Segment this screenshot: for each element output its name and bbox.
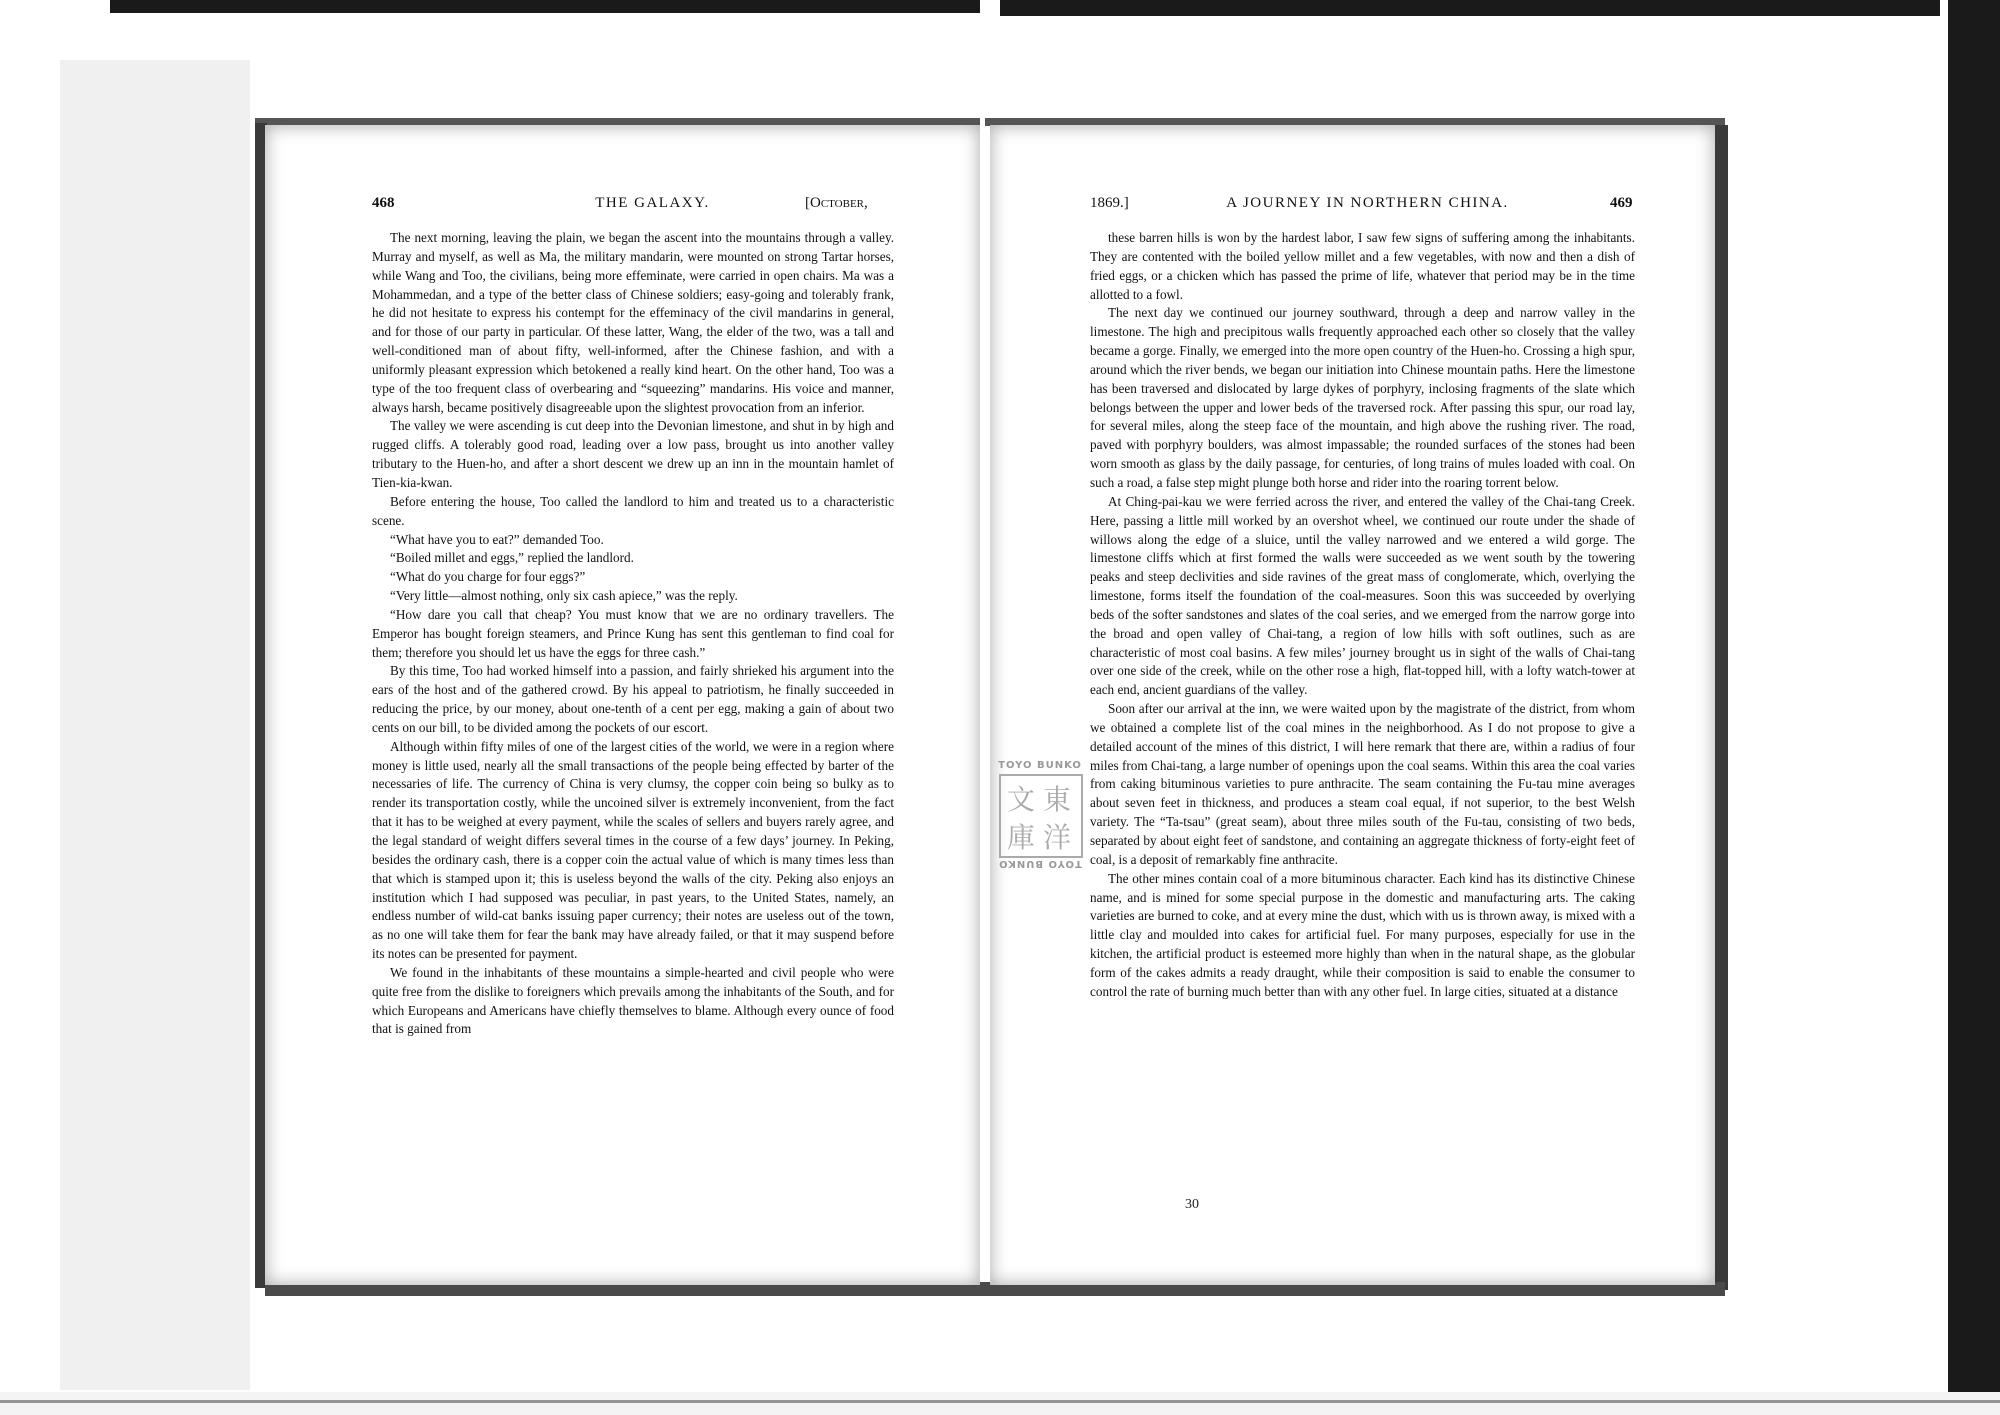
stamp-glyph: 洋 xyxy=(1043,821,1072,854)
right-running-date: 1869.] xyxy=(1090,195,1129,211)
paragraph: “What have you to eat?” demanded Too. xyxy=(390,531,604,547)
right-body-text xyxy=(1090,229,1635,1189)
signature-mark: 30 xyxy=(1185,1197,1199,1212)
paragraph: these barren hills is won by the hardest labor, I saw few signs of suffering among the inhabitants. They are contented with the boiled yellow millet and a few vegetables, with now and then a dish of fried eggs, or a chicken which has passed the prime of life, whatever that period may be in the time allotted to a fowl. xyxy=(1090,230,1635,302)
library-stamp xyxy=(995,760,1085,872)
paragraph: The next day we continued our journey southward, through a deep and narrow valley in the limestone. The high and precipitous walls frequently approached each other so closely that the valley became a gorge. Finally, we emerged into the more open country of the Huen-ho. Crossing a high spur, around which the river bends, we began our initiation into Chinese mountain paths. Here the limestone has been traversed and dislocated by large dykes of porphyry, inclosing fragments of the slate which belongs between the upper and lower beds of the traversed rock. After passing this spur, our road lay, for several miles, along the steep face of the mountain, and high above the rushing river. The road, paved with porphyry boulders, was almost impassable; the rounded surfaces of the stones had been worn smooth as glass by the daily passage, for centuries, of long trains of mules loaded with coal. On such a road, a false step might plunge both horse and rider into the roaring torrent below. xyxy=(1090,305,1635,490)
paragraph: Soon after our arrival at the inn, we were waited upon by the magistrate of the district, from whom we obtained a complete list of the coal mines in the neighborhood. As I do not propose to give a detailed account of the mines of this district, I will here remark that there are, within a radius of four miles from Chai-tang, a large number of openings upon the coal seams. Within this area the coal varies from caking bituminous varieties to pure anthracite. The seam containing the Fu-tau mine averages about seven feet in thickness, and produces a steam coal equal, if not superior, to the best Welsh variety. The “Ta-tsau” (great seam), about three miles south of the Fu-tau, consisting of two beds, separated by about eight feet of sandstone, and containing an aggregate thickness of forty-eight feet of coal, is a deposit of remarkably fine anthracite. xyxy=(1090,701,1635,867)
stamp-glyph: 文 xyxy=(1007,783,1036,816)
right-running-title: A JOURNEY IN NORTHERN CHINA. xyxy=(1226,195,1509,211)
paragraph: Before entering the house, Too called the landlord to him and treated us to a characteristic scene. xyxy=(372,493,894,528)
stamp-glyph: 東 xyxy=(1043,783,1072,816)
paragraph: “What do you charge for four eggs?” xyxy=(390,569,586,585)
stamp-glyph: 庫 xyxy=(1007,821,1036,854)
paragraph: By this time, Too had worked himself into a passion, and fairly shrieked his argument into the ears of the host and of the gathered crowd. By his appeal to patriotism, he finally succeeded in reducing the price, by our money, about one-tenth of a cent per egg, making a gain of about two cents on our bill, to be divided among the pockets of our escort. xyxy=(372,663,894,735)
paragraph: The next morning, leaving the plain, we began the ascent into the mountains through a valley. Murray and myself, as well as Ma, the military mandarin, were mounted on strong Tartar horses, while Wang and Too, the civilians, being more effeminate, were carried in open chairs. Ma was a Mohammedan, and a type of the better class of Chinese soldiers; easy-going and tolerably frank, he did not hesitate to express his contempt for the effeminacy of the civil mandarins in general, and for those of our party in particular. Of these latter, Wang, the elder of the two, was a tall and well-conditioned man of about fifty, well-informed, after the Chinese fashion, and with a uniformly pleasant expression which betokened a really kind heart. On the other hand, Too was a type of the too frequent class of overbearing and “squeezing” mandarins. His voice and manner, always harsh, became positively disagreeable upon the slightest provocation from an inferior. xyxy=(372,230,894,415)
page-stack-edge xyxy=(60,60,250,1390)
left-page-number: 468 xyxy=(372,195,395,211)
paragraph: Although within fifty miles of one of the largest cities of the world, we were in a region where money is little used, nearly all the small transactions of the people being effected by barter of the necessaries of life. The currency of China is very clumsy, the copper coin being so bulky as to render its transportation costly, while the uncoined silver is extremely inconvenient, from the fact that it has to be weighed at every payment, while the scales of sellers and buyers rarely agree, and the legal standard of weight differs several times in the course of a few days’ journey. In Peking, besides the ordinary cash, there is a copper coin the actual value of which is many times less than that which is stamped upon it; this is useless beyond the walls of the city. Peking also enjoys an institution which I had supposed was peculiar, in past years, to the United States, namely, an endless number of wild-cat banks issuing paper currency; their notes are useless out of the town, as no one will take them for fear the bank may have already failed, or that it may suspend before its notes can be presented for payment. xyxy=(372,738,894,962)
scanner-frame-bottom xyxy=(0,1392,2000,1415)
scanner-frame-top-left xyxy=(110,0,980,13)
paragraph: At Ching-pai-kau we were ferried across the river, and entered the valley of the Chai-tang Creek. Here, passing a little mill worked by an overshot wheel, we continued our route under the shade of willows along the edge of a sluice, until the valley narrowed and we entered a wild gorge. The limestone cliffs which at first formed the walls were succeeded as we went south by the towering peaks and steep declivities and side ravines of the great mass of conglomerate, which, overlying the limestone, forms itself the foundation of the coal-measures. Soon this was succeeded by overlying beds of the softer sandstones and slates of the coal series, and we emerged from the narrow gorge into the broad and open valley of Chai-tang, a region of low hills with soft outlines, such as are characteristic of most coal basins. A few miles’ journey brought us in sight of the walls of Chai-tang over one side of the creek, while on the other rose a high, flat-topped hill, with a lofty watch-tower at each end, ancient guardians of the valley. xyxy=(1090,493,1635,698)
left-body-text xyxy=(372,229,894,1189)
scanner-streak xyxy=(0,1400,2000,1403)
right-running-head xyxy=(990,195,1715,217)
right-page xyxy=(990,125,1715,1285)
stamp-bottom-text: TOYO BUNKO xyxy=(998,858,1082,869)
stamp-top-text: TOYO BUNKO xyxy=(998,760,1082,771)
left-running-head xyxy=(265,195,980,217)
stamp-seal xyxy=(999,774,1083,858)
paragraph: The valley we were ascending is cut deep into the Devonian limestone, and shut in by high and rugged cliffs. A tolerably good road, leading over a low pass, brought us into another valley tributary to the Huen-ho, and after a short descent we drew up an inn in the mountain hamlet of Tien-kia-kwan. xyxy=(372,418,894,490)
scanner-frame-top-right xyxy=(1000,0,1940,16)
left-running-title: THE GALAXY. xyxy=(595,195,710,211)
scanner-frame-right xyxy=(1948,0,2000,1415)
paragraph: The other mines contain coal of a more bituminous character. Each kind has its distinctive Chinese name, and is mined for some special purpose in the domestic and manufacturing arts. The caking varieties are burned to coke, and at every mine the dust, which with us is thrown away, is mixed with a little clay and moulded into cakes for artificial fuel. For many purposes, especially for use in the kitchen, the artificial product is esteemed more highly than when in the natural shape, as the globular form of the cakes admits a ready draught, while their composition is said to enable the consumer to control the rate of burning much better than with any other fuel. In large cities, situated at a distance xyxy=(1090,870,1635,999)
paragraph: We found in the inhabitants of these mountains a simple-hearted and civil people who were quite free from the dislike to foreigners which prevails among the inhabitants of the South, and for which Europeans and Americans have chiefly themselves to blame. Although every ounce of food that is gained from xyxy=(372,964,894,1037)
left-page xyxy=(265,125,980,1285)
right-page-number: 469 xyxy=(1610,195,1633,211)
paragraph: “Very little—almost nothing, only six cash apiece,” was the reply. xyxy=(390,588,738,604)
paragraph: “How dare you call that cheap? You must know that we are no ordinary travellers. The Emperor has bought foreign steamers, and Prince Kung has sent this gentleman to find coal for them; therefore you should let us have the eggs for three cash.” xyxy=(372,606,894,660)
left-running-date: [October, xyxy=(805,195,868,211)
paragraph: “Boiled millet and eggs,” replied the landlord. xyxy=(390,550,634,566)
